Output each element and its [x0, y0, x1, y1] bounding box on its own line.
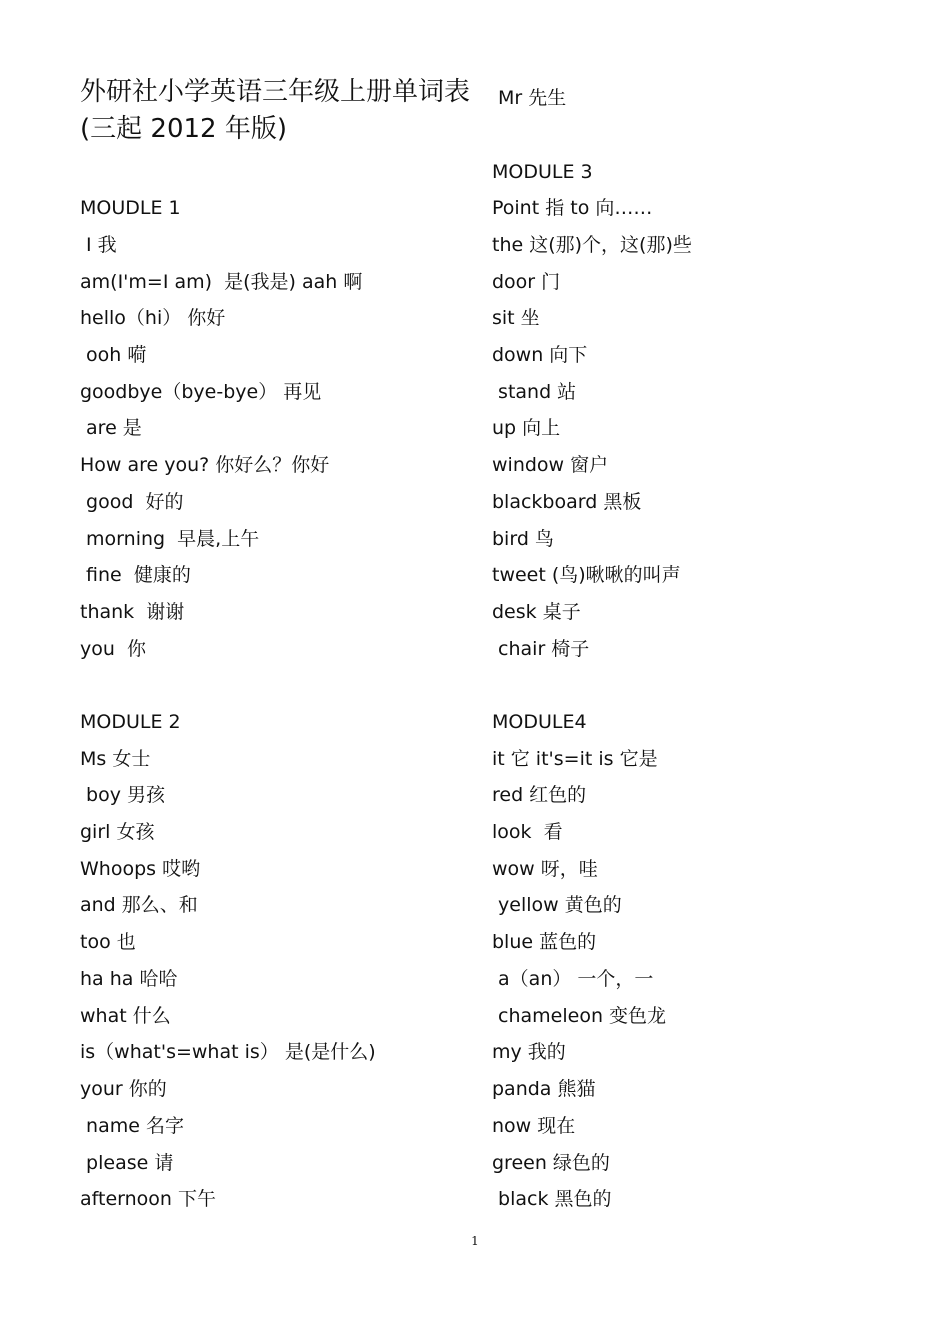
- module3-heading: MODULE 3: [492, 161, 593, 183]
- module3-item: Point 指 to 向……: [492, 197, 653, 219]
- module2-item: ha ha 哈哈: [80, 968, 178, 990]
- module1-item: ooh 嗬: [80, 344, 147, 366]
- module2-item: name 名字: [80, 1115, 184, 1137]
- module3-item: down 向下: [492, 344, 588, 366]
- module3-item: blackboard 黑板: [492, 491, 642, 513]
- module4-item: panda 熊猫: [492, 1078, 596, 1100]
- module3-item: up 向上: [492, 417, 561, 439]
- module1-item: are 是: [80, 417, 142, 439]
- module2-heading: MODULE 2: [80, 711, 181, 733]
- module4-item: red 红色的: [492, 784, 587, 806]
- module2-item: is（what's=what is） 是(是什么): [80, 1041, 376, 1063]
- module3-item: tweet (鸟)啾啾的叫声: [492, 564, 681, 586]
- module1-item: How are you? 你好么？你好: [80, 454, 330, 476]
- module2-item: afternoon 下午: [80, 1188, 216, 1210]
- document-title: 外研社小学英语三年级上册单词表(三起 2012 年版): [80, 77, 471, 144]
- module1-item: goodbye（bye-bye） 再见: [80, 381, 322, 403]
- module2-item: and 那么、和: [80, 894, 198, 916]
- module1-item: good 好的: [80, 491, 184, 513]
- module3-item: bird 鸟: [492, 528, 554, 550]
- module4-item: look 看: [492, 821, 563, 843]
- module4-item: wow 呀，哇: [492, 858, 598, 880]
- module1-item: you 你: [80, 638, 146, 660]
- module4-item: now 现在: [492, 1115, 576, 1137]
- module3-item: the 这(那)个，这(那)些: [492, 234, 692, 256]
- module2-item: Whoops 哎哟: [80, 858, 201, 880]
- module4-item: my 我的: [492, 1041, 566, 1063]
- module4-item: a（an） 一个，一: [492, 968, 654, 990]
- module1-item: fine 健康的: [80, 564, 191, 586]
- module4-item: green 绿色的: [492, 1152, 610, 1174]
- module4-item: black 黑色的: [492, 1188, 612, 1210]
- module2-item: girl 女孩: [80, 821, 155, 843]
- module4-item: yellow 黄色的: [492, 894, 622, 916]
- module2-item: boy 男孩: [80, 784, 166, 806]
- module3-item: stand 站: [492, 381, 577, 403]
- module3-item: door 门: [492, 271, 561, 293]
- module4-item: chameleon 变色龙: [492, 1005, 667, 1027]
- module1-item: am(I'm=I am) 是(我是) aah 啊: [80, 271, 363, 293]
- module1-heading: MOUDLE 1: [80, 197, 181, 219]
- module1-item: morning 早晨,上午: [80, 528, 260, 550]
- right-top-item: Mr 先生: [492, 87, 567, 109]
- module2-item: Ms 女士: [80, 748, 151, 770]
- module3-item: window 窗户: [492, 454, 609, 476]
- module3-item: desk 桌子: [492, 601, 581, 623]
- module1-item: hello（hi） 你好: [80, 307, 226, 329]
- module2-item: please 请: [80, 1152, 174, 1174]
- module3-item: chair 椅子: [492, 638, 590, 660]
- module1-item: I 我: [80, 234, 117, 256]
- module2-item: too 也: [80, 931, 136, 953]
- module2-item: what 什么: [80, 1005, 171, 1027]
- page-number: 1: [471, 1234, 479, 1248]
- module3-item: sit 坐: [492, 307, 540, 329]
- module4-item: it 它 it's=it is 它是: [492, 748, 658, 770]
- module1-item: thank 谢谢: [80, 601, 185, 623]
- module4-heading: MODULE4: [492, 711, 587, 733]
- module4-item: blue 蓝色的: [492, 931, 597, 953]
- module2-item: your 你的: [80, 1078, 167, 1100]
